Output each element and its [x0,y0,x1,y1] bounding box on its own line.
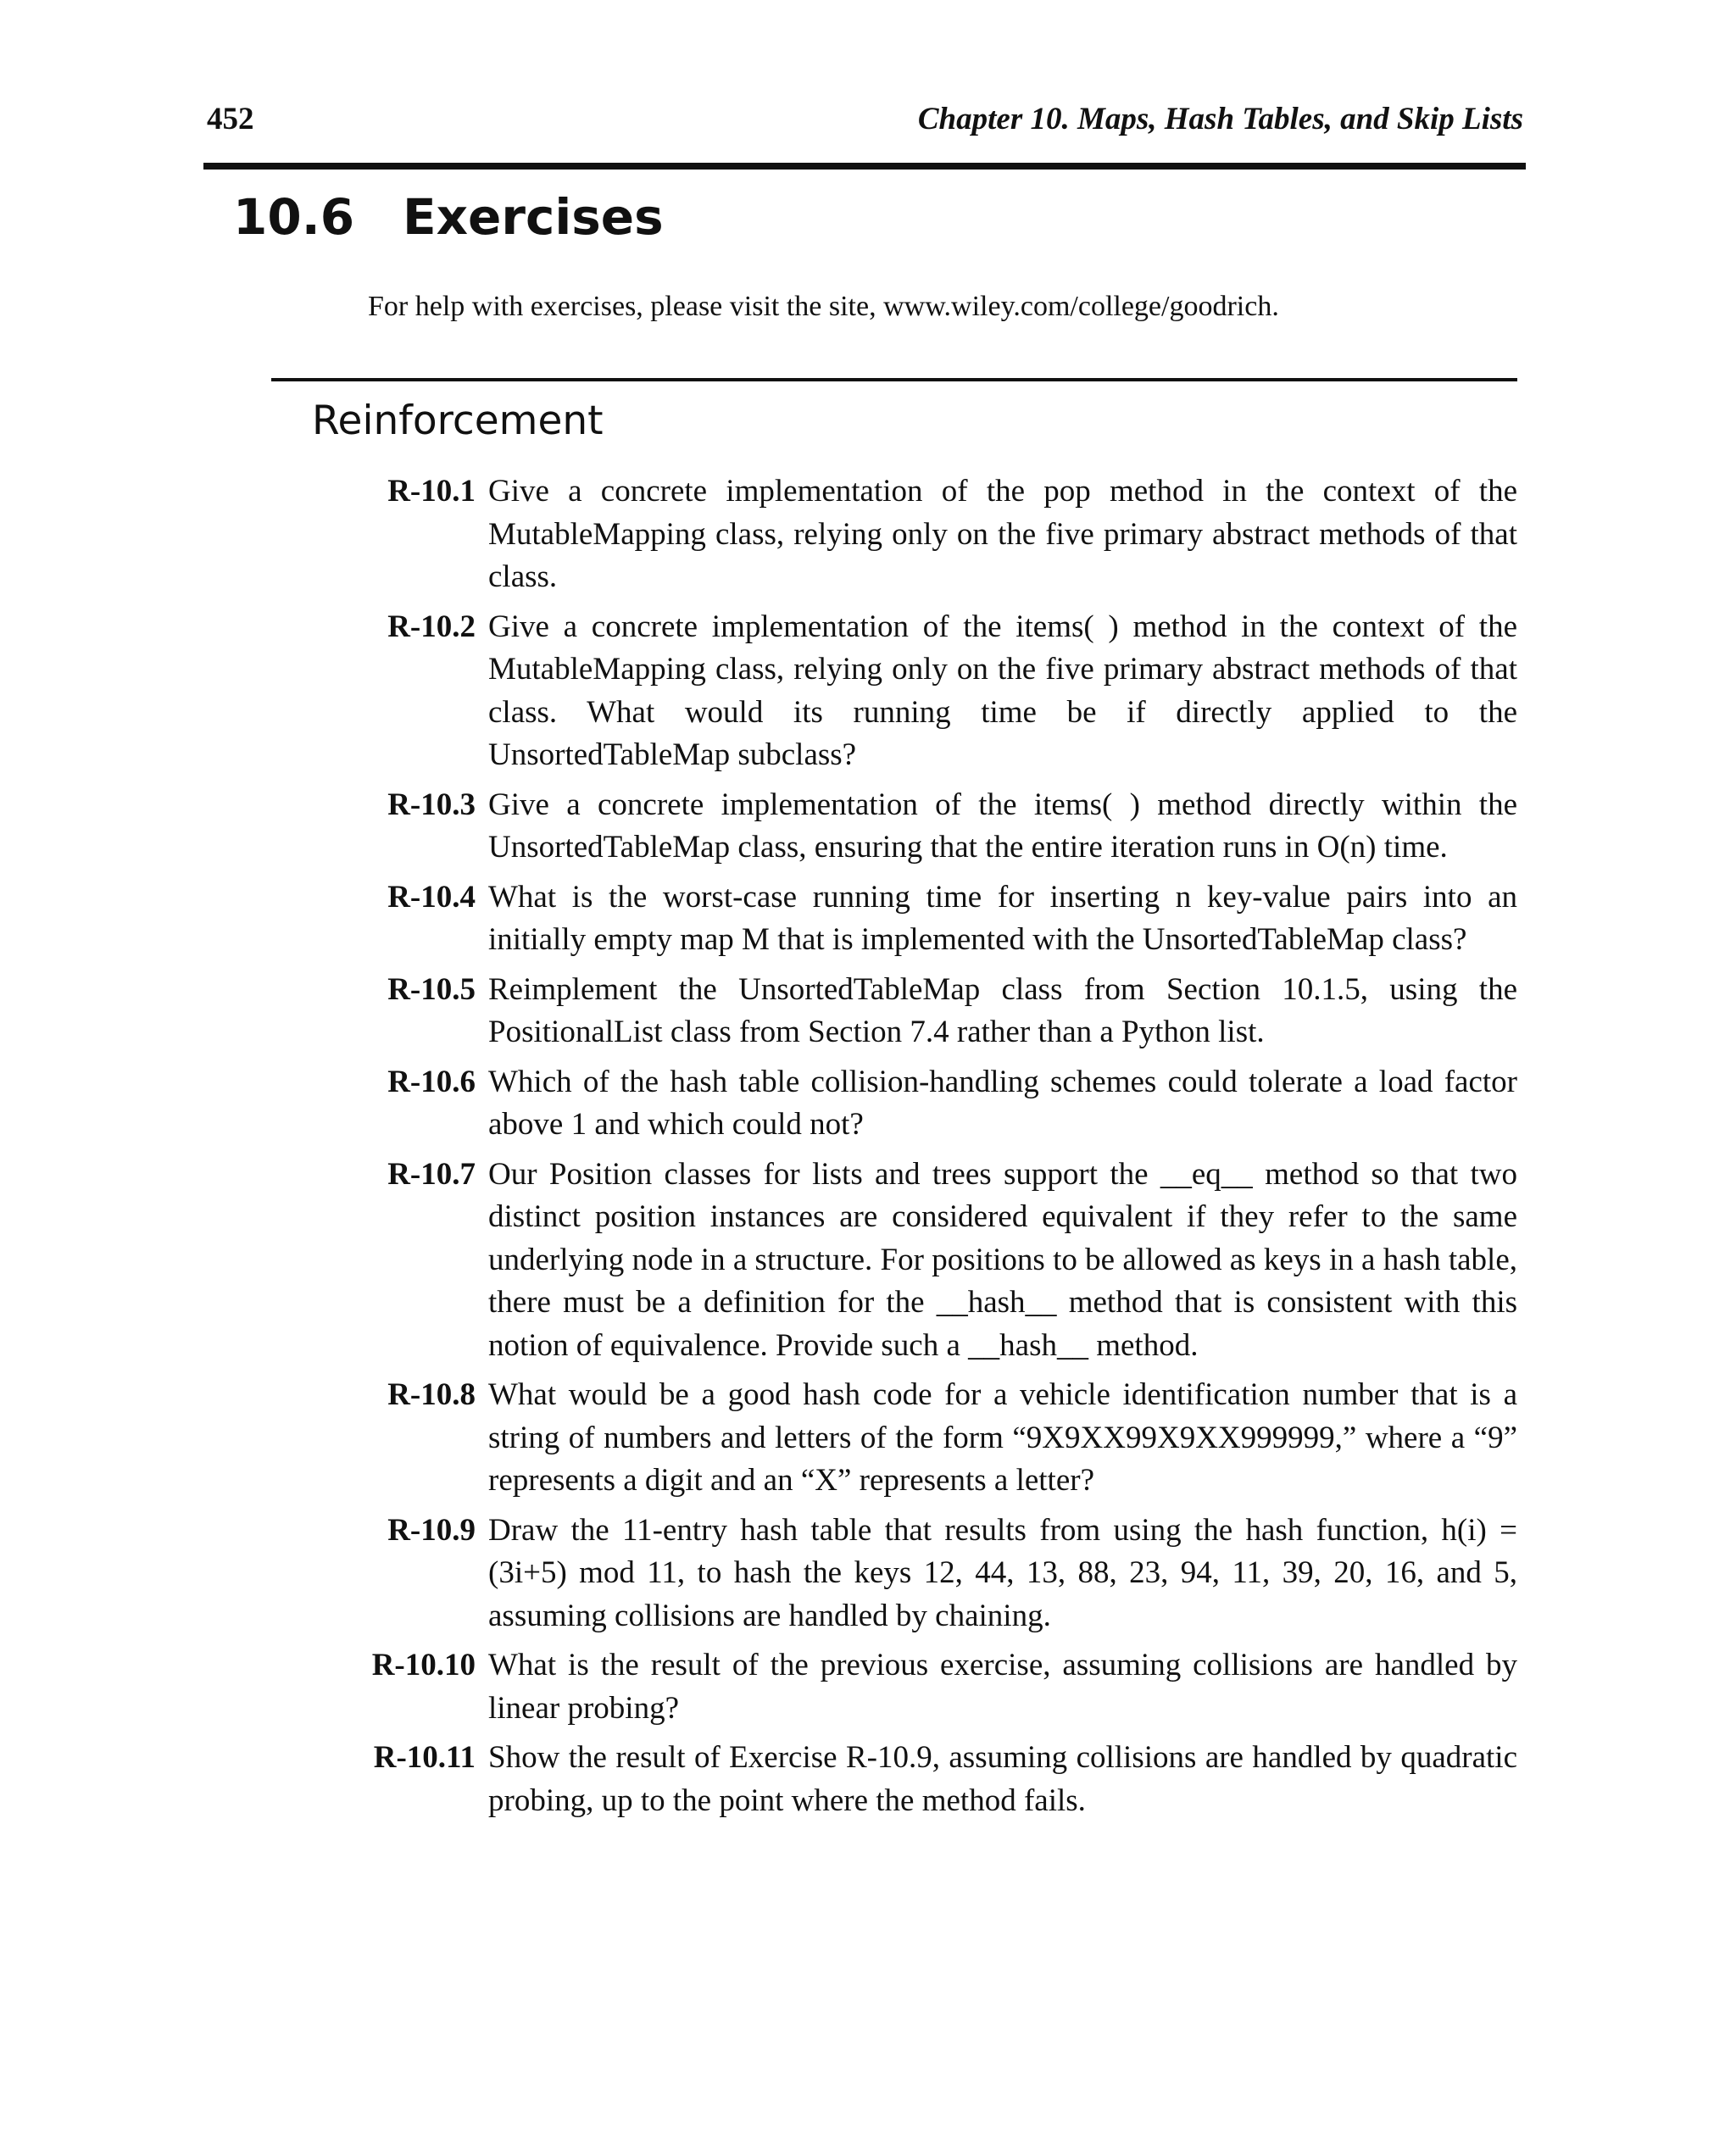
exercise-text: Give a concrete implementation of the pop method in the context of the MutableMapping class, relying only on the five primary abstract methods of that class. [488,474,1517,594]
exercise-item [339,1510,1517,1638]
exercise-label: R-10.9 [387,1512,476,1548]
section-title: Exercises [403,188,664,246]
exercise-list [339,470,1517,1829]
section-heading [233,183,664,251]
exercise-item [339,784,1517,870]
exercise-text: What would be a good hash code for a vehicle identification number that is a string of numbers and letters of the form “9X9XX99X9XX999999,” where a “9” represents a digit and an “X” represents a letter? [488,1377,1517,1498]
intro-text: For help with exercises, please visit the site, www.wiley.com/college/goodrich. [368,291,1279,322]
exercise-item [339,1374,1517,1503]
header-rule [203,163,1526,170]
exercise-label: R-10.1 [387,474,476,509]
subsection-title: Reinforcement [312,398,604,444]
page-number: 452 [207,102,254,136]
exercise-text: Reimplement the UnsortedTableMap class from Section 10.1.5, using the PositionalList class from Section 7.4 rather than a Python list. [488,971,1517,1049]
exercise-item [339,1737,1517,1822]
exercise-label: R-10.10 [371,1648,476,1682]
exercise-label: R-10.3 [387,787,476,822]
exercise-text: Give a concrete implementation of the items( ) method directly within the UnsortedTableMap class, ensuring that the entire iteration runs in O(n) time. [488,787,1517,865]
exercise-item [339,1154,1517,1368]
exercise-text: Which of the hash table collision-handling schemes could tolerate a load factor above 1 and which could not? [488,1064,1517,1142]
running-head: Chapter 10. Maps, Hash Tables, and Skip Lists [917,102,1523,136]
exercise-text: Give a concrete implementation of the items( ) method in the context of the MutableMapping class, relying only on the five primary abstract methods of that class. What would its running time be if directly applied to the UnsortedTableMap subclass? [488,609,1517,772]
exercise-label: R-10.5 [387,971,476,1007]
exercise-text: Our Position classes for lists and trees support the __eq__ method so that two distinct position instances are considered equivalent if they refer to the same underlying node in a structure. For positions to be allowed as keys in a hash table, there must be a definition for the __hash__ method that is consistent with this notion of equivalence. Provide such a __hash__ method. [488,1156,1517,1363]
exercise-text: Draw the 11-entry hash table that results from using the hash function, h(i) = (3i+5) mod 11, to hash the keys 12, 44, 13, 88, 23, 94, 11, 39, 20, 16, and 5, assuming collisions are handled by chaining. [488,1512,1517,1633]
exercise-label: R-10.11 [373,1740,476,1775]
exercise-item [339,470,1517,599]
exercise-text: What is the result of the previous exercise, assuming collisions are handled by linear probing? [488,1648,1517,1726]
exercise-item [339,876,1517,962]
exercise-text: What is the worst-case running time for inserting n key-value pairs into an initially empty map M that is implemented with the UnsortedTableMap class? [488,879,1517,957]
exercise-item [339,606,1517,777]
exercise-label: R-10.2 [387,609,476,644]
exercise-item [339,969,1517,1054]
section-number: 10.6 [233,188,355,246]
exercise-text: Show the result of Exercise R-10.9, assuming collisions are handled by quadratic probing, up to the point where the method fails. [488,1740,1517,1818]
exercise-item [339,1061,1517,1147]
exercise-label: R-10.8 [387,1377,476,1412]
exercise-label: R-10.4 [387,879,476,915]
exercise-item [339,1644,1517,1730]
exercise-label: R-10.6 [387,1064,476,1099]
subsection-rule [271,378,1517,381]
exercise-label: R-10.7 [387,1156,476,1192]
